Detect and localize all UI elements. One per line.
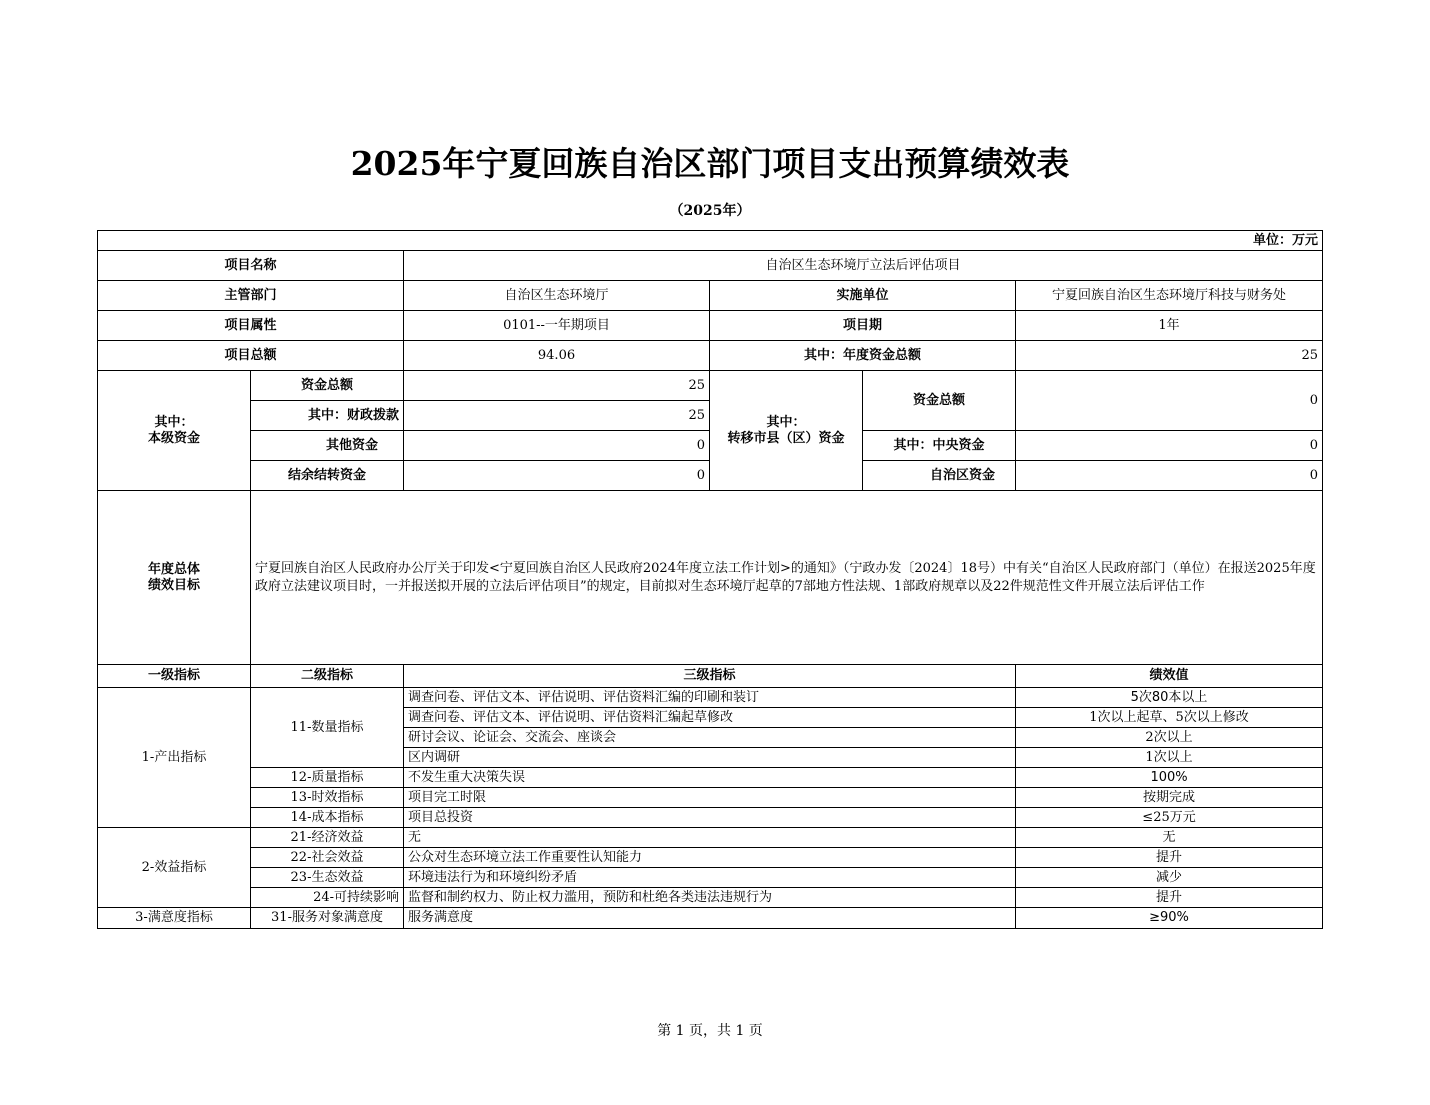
project-name-label: 项目名称 bbox=[98, 251, 404, 281]
annual-value: 25 bbox=[1016, 341, 1323, 371]
goal-label-line2: 绩效目标 bbox=[147, 577, 200, 593]
level3-cell: 调查问卷、评估文本、评估说明、评估资料汇编的印刷和装订 bbox=[404, 688, 1016, 708]
local-row-value: 25 bbox=[404, 371, 710, 401]
transfer-row-value: 0 bbox=[1016, 371, 1323, 431]
value-cell: 100% bbox=[1016, 768, 1323, 788]
level3-cell: 监督和制约权力、防止权力滥用，预防和杜绝各类违法违规行为 bbox=[404, 888, 1016, 908]
value-cell: 1次以上起草、5次以上修改 bbox=[1016, 708, 1323, 728]
level2-cell: 23-生态效益 bbox=[251, 868, 404, 888]
annual-label: 其中：年度资金总额 bbox=[710, 341, 1016, 371]
level3-cell: 区内调研 bbox=[404, 748, 1016, 768]
budget-table bbox=[97, 230, 1323, 929]
level1-cell: 3-满意度指标 bbox=[98, 908, 251, 929]
attr-value: 0101--一年期项目 bbox=[404, 311, 710, 341]
local-row-label: 资金总额 bbox=[251, 371, 404, 401]
value-cell: 提升 bbox=[1016, 848, 1323, 868]
local-row-label: 结余结转资金 bbox=[251, 461, 404, 491]
page-subtitle: （2025年） bbox=[669, 203, 751, 219]
value-cell: 1次以上 bbox=[1016, 748, 1323, 768]
page-footer: 第 1 页，共 1 页 bbox=[657, 1023, 763, 1039]
local-row-value: 25 bbox=[404, 401, 710, 431]
project-name-value: 自治区生态环境厅立法后评估项目 bbox=[404, 251, 1323, 281]
local-label-line1: 其中： bbox=[154, 414, 194, 430]
goal-text: 宁夏回族自治区人民政府办公厅关于印发<宁夏回族自治区人民政府2024年度立法工作计划>的通知》（宁政办发〔2024〕18号）中有关“自治区人民政府部门（单位）在报送2025年度政府立法建议项目时，一并报送拟开展的立法后评估项目”的规定，目前拟对生态环境厅起草的7部地方性法规、1部政府规章以及22件规范性文件开展立法后评估工作 bbox=[251, 491, 1323, 665]
level2-cell: 24-可持续影响 bbox=[251, 888, 404, 908]
header-level3: 三级指标 bbox=[404, 665, 1016, 688]
level3-cell: 不发生重大决策失误 bbox=[404, 768, 1016, 788]
level2-cell: 12-质量指标 bbox=[251, 768, 404, 788]
transfer-label-line2: 转移市县（区）资金 bbox=[727, 430, 845, 446]
impl-label: 实施单位 bbox=[710, 281, 1016, 311]
level1-cell: 2-效益指标 bbox=[98, 828, 251, 908]
level2-cell: 11-数量指标 bbox=[251, 688, 404, 768]
dept-value: 自治区生态环境厅 bbox=[404, 281, 710, 311]
local-row-label: 其中：财政拨款 bbox=[251, 401, 404, 431]
transfer-row-value: 0 bbox=[1016, 461, 1323, 491]
transfer-row-label: 自治区资金 bbox=[863, 461, 1016, 491]
unit-label: 单位：万元 bbox=[98, 231, 1323, 251]
goal-label-line1: 年度总体 bbox=[147, 561, 200, 577]
level2-cell: 31-服务对象满意度 bbox=[251, 908, 404, 929]
level3-cell: 服务满意度 bbox=[404, 908, 1016, 929]
transfer-funds-label bbox=[710, 371, 863, 491]
local-label-line2: 本级资金 bbox=[147, 430, 200, 446]
level2-cell: 21-经济效益 bbox=[251, 828, 404, 848]
value-cell: 2次以上 bbox=[1016, 728, 1323, 748]
level3-cell: 项目完工时限 bbox=[404, 788, 1016, 808]
local-row-value: 0 bbox=[404, 431, 710, 461]
header-level1: 一级指标 bbox=[98, 665, 251, 688]
value-cell: 提升 bbox=[1016, 888, 1323, 908]
period-label: 项目期 bbox=[710, 311, 1016, 341]
level2-cell: 13-时效指标 bbox=[251, 788, 404, 808]
total-value: 94.06 bbox=[404, 341, 710, 371]
level3-cell: 公众对生态环境立法工作重要性认知能力 bbox=[404, 848, 1016, 868]
level3-cell: 环境违法行为和环境纠纷矛盾 bbox=[404, 868, 1016, 888]
attr-label: 项目属性 bbox=[98, 311, 404, 341]
level3-cell: 项目总投资 bbox=[404, 808, 1016, 828]
level3-cell: 无 bbox=[404, 828, 1016, 848]
local-row-value: 0 bbox=[404, 461, 710, 491]
value-cell: 减少 bbox=[1016, 868, 1323, 888]
header-level2: 二级指标 bbox=[251, 665, 404, 688]
page-title: 2025年宁夏回族自治区部门项目支出预算绩效表 bbox=[350, 144, 1070, 183]
level2-cell: 14-成本指标 bbox=[251, 808, 404, 828]
impl-value: 宁夏回族自治区生态环境厅科技与财务处 bbox=[1016, 281, 1323, 311]
value-cell: 按期完成 bbox=[1016, 788, 1323, 808]
level3-cell: 调查问卷、评估文本、评估说明、评估资料汇编起草修改 bbox=[404, 708, 1016, 728]
transfer-row-value: 0 bbox=[1016, 431, 1323, 461]
transfer-label-line1: 其中： bbox=[766, 414, 806, 430]
level2-cell: 22-社会效益 bbox=[251, 848, 404, 868]
dept-label: 主管部门 bbox=[98, 281, 404, 311]
header-value: 绩效值 bbox=[1016, 665, 1323, 688]
budget-table-container bbox=[97, 230, 1322, 929]
local-funds-label bbox=[98, 371, 251, 491]
period-value: 1年 bbox=[1016, 311, 1323, 341]
total-label: 项目总额 bbox=[98, 341, 404, 371]
level1-cell: 1-产出指标 bbox=[98, 688, 251, 828]
transfer-row-label: 其中：中央资金 bbox=[863, 431, 1016, 461]
value-cell: ≤25万元 bbox=[1016, 808, 1323, 828]
goal-label bbox=[98, 491, 251, 665]
level3-cell: 研讨会议、论证会、交流会、座谈会 bbox=[404, 728, 1016, 748]
transfer-row-label: 资金总额 bbox=[863, 371, 1016, 431]
value-cell: 5次80本以上 bbox=[1016, 688, 1323, 708]
local-row-label: 其他资金 bbox=[251, 431, 404, 461]
value-cell: 无 bbox=[1016, 828, 1323, 848]
value-cell: ≥90% bbox=[1016, 908, 1323, 929]
